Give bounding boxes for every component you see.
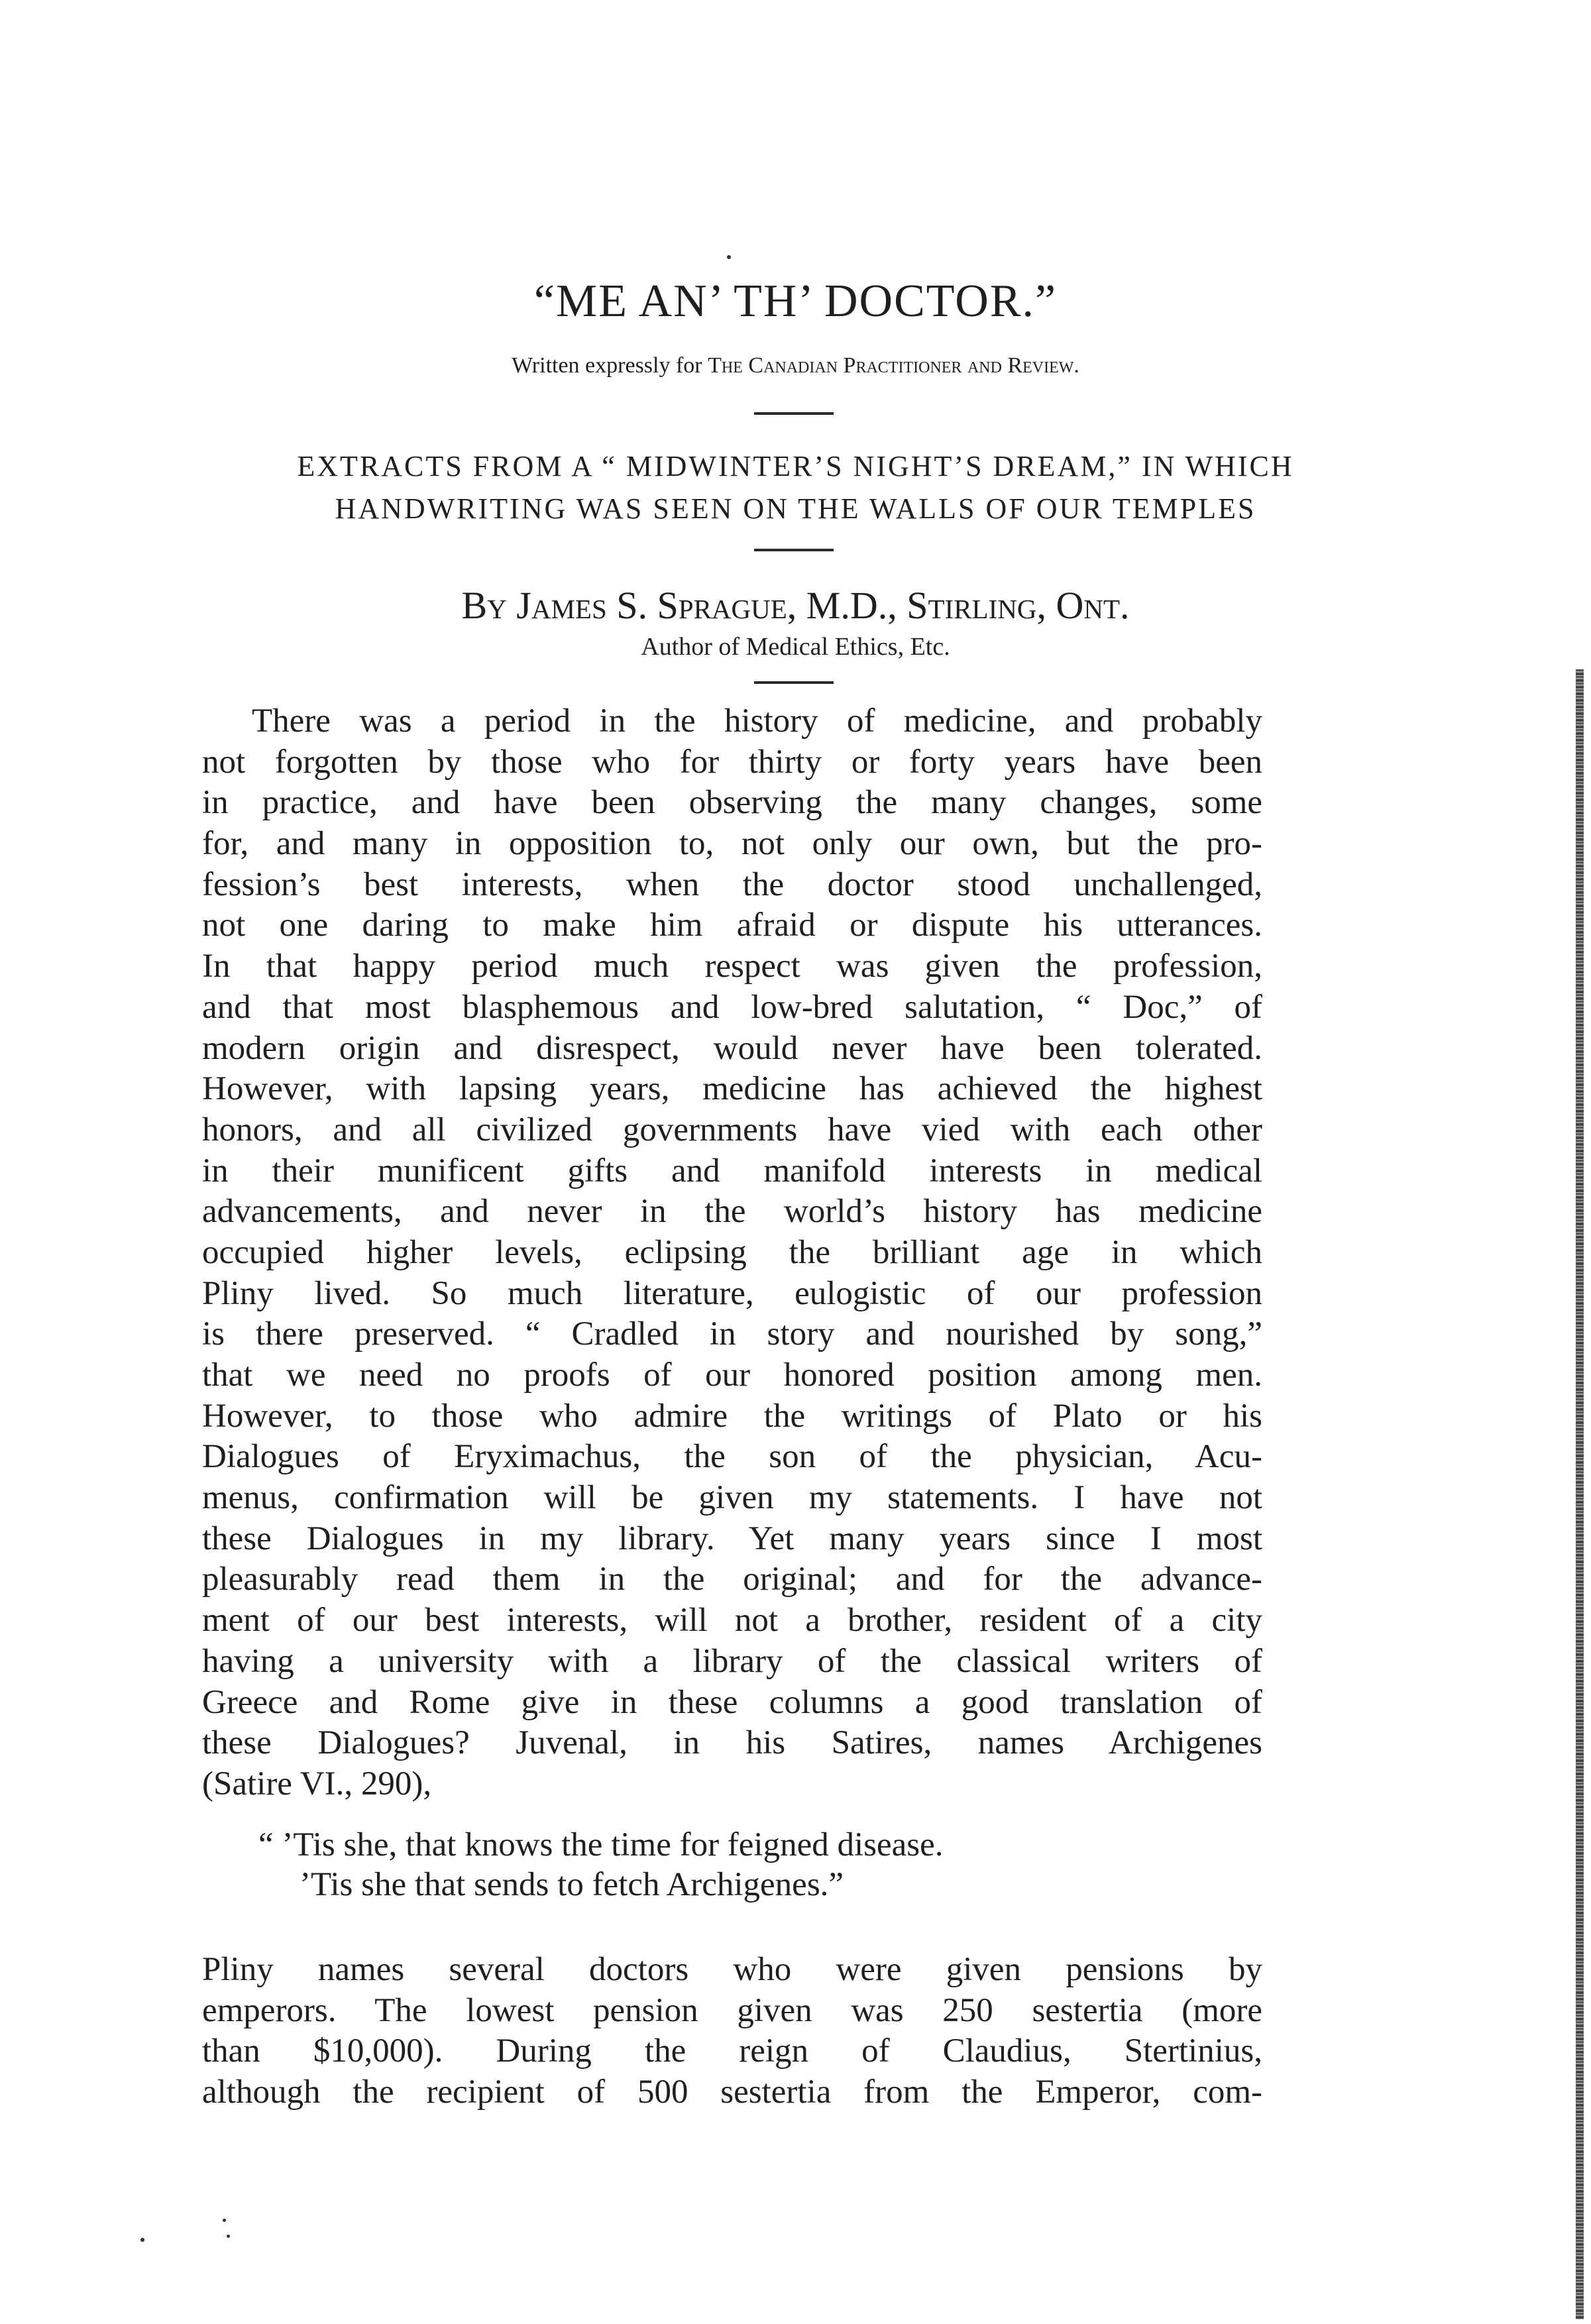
article-title: “ME AN’ TH’ DOCTOR.” [533,276,1058,327]
text-line: modern origin and disrespect, would never have been tolerated. [202,1029,1262,1067]
text-line: in practice, and have been observing the many changes, some [202,784,1262,822]
quote-line: “ ’Tis she, that knows the time for feigned disease. [258,1826,944,1863]
text-line: honors, and all civilized governments have vied with each other [202,1111,1262,1148]
subtitle-lead: Written expressly for [512,353,708,378]
text-line: pleasurably read them in the original; and for the advance- [202,1561,1262,1598]
text-line: not one daring to make him afraid or dispute his utterances. [202,907,1262,944]
extract-line: HANDWRITING WAS SEEN ON THE WALLS OF OUR TEMPLES [335,492,1256,525]
text-line: is there preserved. “ Cradled in story and nourished by song,” [202,1315,1262,1353]
text-line: Dialogues of Eryximachus, the son of the physician, Acu- [202,1438,1262,1476]
text-line: for, and many in opposition to, not only our own, but the pro- [202,825,1262,863]
extract-line: EXTRACTS FROM A “ MIDWINTER’S NIGHT’S DREAM,” IN WHICH [297,450,1294,482]
text-line: not forgotten by those who for thirty or forty years have been [202,743,1262,781]
text-line: Pliny names several doctors who were given pensions by [202,1951,1262,1988]
text-line: these Dialogues? Juvenal, in his Satires, names Archigenes [202,1724,1262,1762]
text-line: and that most blasphemous and low-bred salutation, “ Doc,” of [202,988,1262,1026]
text-line: than $10,000). During the reign of Claudius, Stertinius, [202,2032,1262,2070]
text-line: Pliny lived. So much literature, eulogistic of our profession [202,1274,1262,1312]
text-line: although the recipient of 500 sestertia from the Emperor, com- [202,2074,1262,2111]
text-line: emperors. The lowest pension given was 250 sestertia (more [202,1991,1262,2029]
text-line: However, to those who admire the writings of Plato or his [202,1397,1262,1435]
scan-speck [223,2219,226,2222]
byline [0,586,1591,625]
scan-edge-artifact [1576,669,1584,2319]
author-note: Author of Medical Ethics, Etc. [641,633,950,661]
text-line: Greece and Rome give in these columns a good translation of [202,1683,1262,1721]
body-paragraph-1 [202,701,1262,1805]
extract-heading [0,445,1591,530]
quote-line: ’Tis she that sends to fetch Archigenes.” [300,1866,844,1903]
byline-text: By James S. Sprague, M.D., Stirling, Ont. [461,584,1130,627]
divider-rule [754,549,834,551]
text-line: ment of our best interests, will not a brother, resident of a city [202,1602,1262,1639]
scan-speck [227,2235,230,2238]
text-line: There was a period in the history of medicine, and probably [252,702,1262,740]
text-line: having a university with a library of the classical writers of [202,1642,1262,1680]
text-line: advancements, and never in the world’s history has medicine [202,1193,1262,1231]
text-line: menus, confirmation will be given my statements. I have not [202,1479,1262,1517]
verse-quotation [258,1825,944,1905]
body-paragraph-2 [202,1950,1262,2113]
text-line: that we need no proofs of our honored position among men. [202,1356,1262,1394]
scan-speck [727,255,731,259]
text-line: occupied higher levels, eclipsing the brilliant age in which [202,1233,1262,1271]
text-line: In that happy period much respect was given the profession, [202,948,1262,985]
divider-rule [754,412,834,415]
divider-rule [754,681,834,684]
subtitle-journal: The Canadian Practitioner and Review. [708,353,1079,378]
text-line: However, with lapsing years, medicine has achieved the highest [202,1070,1262,1108]
text-line: in their munificent gifts and manifold interests in medical [202,1152,1262,1190]
article-subtitle [0,355,1591,377]
text-line: (Satire VI., 290), [202,1765,432,1802]
text-line: these Dialogues in my library. Yet many years since I most [202,1520,1262,1557]
text-line: fession’s best interests, when the doctor stood unchallenged, [202,865,1262,903]
scan-speck [140,2238,144,2242]
